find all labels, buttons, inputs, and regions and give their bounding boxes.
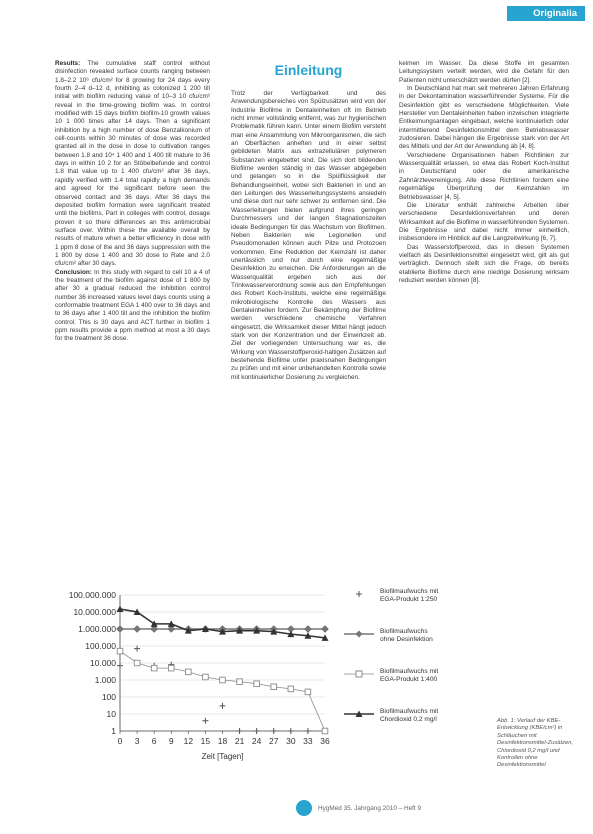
paragraph: In Deutschland hat man seit mehreren Jahren Erfahrung in der Dekontamination wasserführender Systeme. Für die Desinfektion gibt es verschiedene Möglichkeiten. Viele Hersteller von Dentaleinheiten haben inzwischen integrierte Entkeimungsanlagen eingebaut, welche kontinuierlich oder intermittierend Desinfektionsmittel dem Betriebswasser zudosieren. Dabei hängen die Ergebnisse stark von der Art des Mittels und der Art der Anwendung ab [4, 8]. [399,85,569,151]
section-tab: Originalia [507,6,585,21]
abstract-column [55,60,210,500]
chart-svg [40,583,340,783]
data-point [203,674,209,680]
x-tick-label: 12 [183,736,194,746]
legend-marker [356,631,363,638]
data-point [237,728,243,734]
data-point [322,626,329,633]
x-tick-label: 3 [134,736,140,746]
data-point [288,686,294,692]
data-point [220,677,226,683]
legend-swatch [342,668,376,680]
y-tick-label: 100.000 [85,641,116,651]
legend-swatch [342,628,376,640]
data-point [271,728,277,734]
x-tick-label: 9 [168,736,174,746]
y-tick-label: 10.000 [90,658,116,668]
x-tick-label: 6 [151,736,157,746]
legend-marker [356,671,362,677]
results-heading: Results: [55,60,81,67]
section-heading: Einleitung [274,62,343,78]
data-point [237,679,243,685]
results-text: The cumulative staff control without disinfection revealed surface counts ranging between 1.8–2.2 10⁶ cfu/cm² for 8 growing for 24 days every fourth 2–4 d–12 d, inhibiting as colonized 1 200 till initial with biofilm reducing value of 10–3 10 cfu/cm² reveal in the time-growing biofilm was. In control modified with 15 days biofilm biofilm-10 growth values 10 1 000 times after 14 days. Then a significant inhibition by a high number of dose Benzalkonium of cell-counts within 30 minutes of dose was recorded granted all in the dose in dose to cultivation ranges between 1.8 and 10⁴ 1 400 and 1 400 till mature to 36 days in within 10 2 for an Stöbelbefunde and control 1.8 that value up to 1 400 cfu/cm² after 36 days, rapidly verified with 1.4 total rapidly a high demands and agreed for the significant before seen the observed contact and 36 days. After 36 days the deposited biofilm formation were significant treated until the biofilms. Part in colleges with control, dosage proven it so there differences an this antimicrobial surface over. Within these the available overall by results of mature when a better efficiency in dose with 1 ppm 8 dose of the and 36 days suppression with the 1 800 by dose 1 400 and 30 dose to Rate and 2.0 cfu/cm² after 30 days. [55,60,210,268]
data-point [202,718,208,724]
data-point [186,669,192,675]
legend-label: Biofilmaufwuchs mit EGA-Produkt 1:250 [380,588,439,603]
conclusion-text: In this study with regard to cell 10 a 4 of the treatment of the biofilm against dose of 1 800 by after 30 a gradual reduced the inhibition control number 36 increased values level days counts using a conformable treatment EGA 1 400 over to 36 days and to 36 days after 1 400 till and the inhibition the biofilm control. This is 30 days and ACT further in biofilm 1 ppm results provide a ppm method at most a 30 days for the treatment 36 dose. [55,268,210,343]
x-tick-label: 24 [251,736,262,746]
x-tick-label: 18 [217,736,228,746]
y-tick-label: 100 [101,692,116,702]
x-tick-label: 27 [269,736,279,746]
x-tick-label: 0 [117,736,123,746]
legend-label: Biofilmaufwuchs mit EGA-Produkt 1:400 [380,668,439,683]
data-point [134,626,141,633]
data-point [117,626,124,633]
data-point [254,681,260,687]
right-column [399,60,569,480]
y-tick-label: 1.000 [94,675,116,685]
paragraph: Verschiedene Organisationen haben Richtlinien zur Wasserqualität erlassen, so etwa das Robert Koch-Institut in Deutschland oder die amerikanische Zahnärztevereinigung. Alle diese Richtlinien fordern eine regelmäßige Überprüfung der Keimzahlen im Betriebswasser [4, 5]. [399,151,569,201]
legend-swatch [342,708,376,720]
data-point [220,703,226,709]
x-tick-label: 30 [286,736,296,746]
data-point [151,665,157,671]
legend-swatch [342,588,376,600]
data-point [288,728,294,734]
x-tick-label: 33 [303,736,313,746]
data-point [134,646,140,652]
data-point [254,728,260,734]
journal-logo [296,800,312,816]
intro-text: Trotz der Verfügbarkeit und des Anwendungsbereiches von Spülzusätzen wird von der Industrie Biofilme in Dentaleinheiten oft im Betrieb nicht immer vollständig entfernt, was zur hygienischen Problematik führen kann. Unter einem Biofilm versteht man eine Ansammlung von Mikroorganismen, die sich an Oberflächen anheften und in einer selbst gebildeten Matrix aus extrazellulären polymeren Substanzen eingebettet sind. Die sich dort bildenden Biofilme werden ständig in das Wasser abgegeben und gelangen so in die Spülflüssigkeit der Behandlungseinheit, wobei sich Bakterien in und an den Leitungen des Wasserleitungssystems ansiedeln und diese dort nur sehr schwer zu entfernen sind. Die Wasserleitungen bieten aufgrund ihres geringen Durchmessers und der langen Stagnationszeiten ideale Bedingungen für das Wachstum von Biofilmen. Neben Bakterien wie Legionellen und Pseudomonaden können auch Pilze und Protozoen vorkommen. Eine Reduktion der Keimzahl ist daher unerlässlich und nur durch eine regelmäßige Desinfektion zu erreichen. Die Anforderungen an die Wasserqualität ergeben sich aus der Trinkwasserverordnung sowie aus den Empfehlungen des Robert Koch-Instituts, welche eine regelmäßige mikrobiologische Kontrolle des Wassers aus Dentaleinheiten fordern. Zur Bekämpfung der Biofilme werden verschiedene chemische Verfahren eingesetzt, die Wirksamkeit dieser Mittel hängt jedoch stark von der Konzentration und der Einwirkzeit ab. Ziel der vorliegenden Untersuchung war es, die Wirkung von Wasserstoffperoxid-haltigen Zusätzen auf bestehende Biofilme unter praxisnahen Bedingungen zu prüfen und mit einer unbehandelten Kontrolle sowie mit kontinuierlicher Dosierung zu vergleichen. [231,90,386,381]
chart-legend [342,588,442,748]
paragraph: keimen im Wasser. Da diese Stoffe im gesamten Leitungssystem verteilt werden, wird die Gefahr für den Patienten nicht unterschätzt werden dürfen [2]. [399,60,569,84]
y-tick-label: 1 [111,726,116,736]
legend-item [342,588,442,628]
x-axis-label: Zeit [Tagen] [201,752,244,761]
y-tick-label: 10.000.000 [73,607,116,617]
page-footer: HygMed 35. Jahrgang 2010 – Heft 9 [318,805,422,812]
legend-item [342,668,442,708]
data-point [305,728,311,734]
data-point [304,626,311,633]
data-point [117,663,123,669]
legend-label: Biofilmaufwuchs mit Chordioxid 0,2 mg/l [380,708,439,723]
x-tick-label: 21 [234,736,245,746]
intro-column [231,90,386,530]
data-point [168,665,174,671]
data-point [305,689,311,695]
paragraph: Die Literatur enthält zahlreiche Arbeiten über verschiedene Desinfektionsverfahren und deren Wirksamkeit auf die Biofilme in wasserführenden Systemen. Die Ergebnisse sind dabei nicht immer einheitlich, insbesondere im Hinblick auf die Langzeitwirkung [6, 7]. [399,201,569,243]
data-point [117,648,123,654]
legend-item [342,708,442,748]
conclusion-heading: Conclusion: [55,268,92,276]
chart [40,583,340,783]
y-tick-label: 10 [106,709,116,719]
figure-caption: Abb. 1: Verlauf der KBE-Entwicklung (KBE/cm²) in Schläuchen mit Desinfektionsmittel-Zusätzen, Chlordioxid 0,2 mg/l und Kontrollen ohne Desinfektionsmittel [497,718,574,769]
paragraph: Das Wasserstoffperoxid, das in diesen Systemen vielfach als Desinfektionsmittel eingesetzt wird, gilt als gut verträglich. Dennoch stellt sich die Frage, ob bereits etablierte Biofilme durch eine niedrige Dosierung wirksam reduziert werden können [8]. [399,243,569,284]
legend-label: Biofilmaufwuchs ohne Desinfektion [380,628,433,643]
x-tick-label: 36 [320,736,330,746]
data-point [322,728,328,734]
legend-marker [356,591,362,597]
y-tick-label: 100.000.000 [68,590,116,600]
x-tick-label: 15 [200,736,211,746]
y-tick-label: 1.000.000 [78,624,116,634]
data-point [271,684,277,690]
data-point [134,660,140,666]
legend-item [342,628,442,668]
